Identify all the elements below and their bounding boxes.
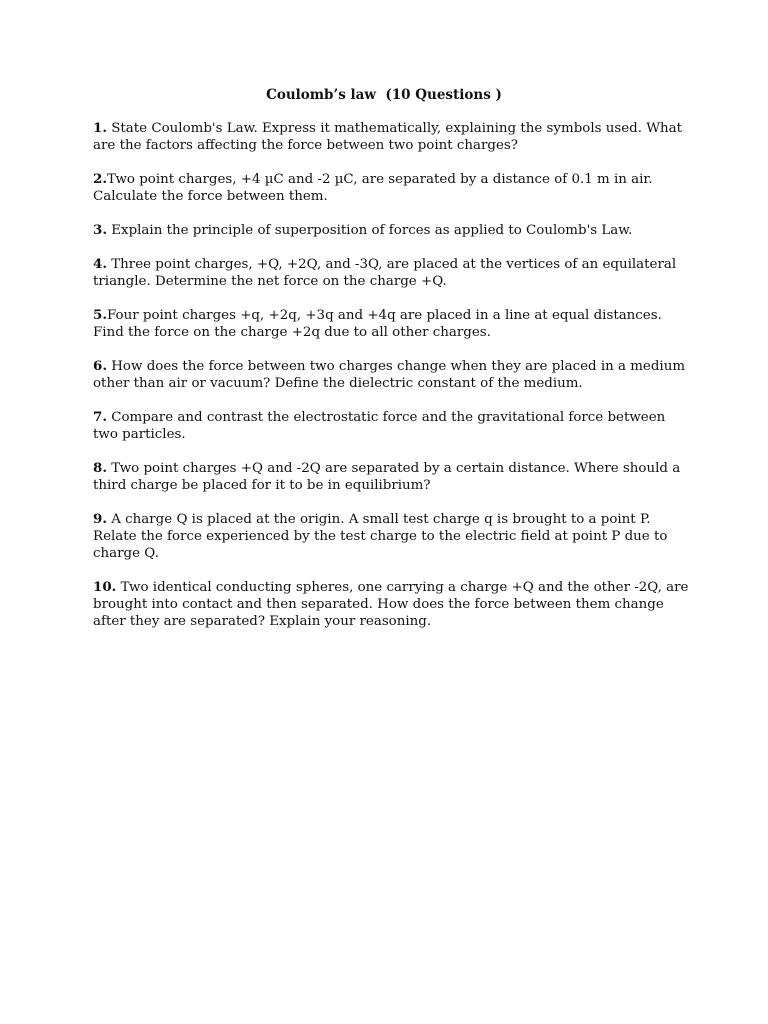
document-page xyxy=(93,87,693,647)
question-3 xyxy=(93,222,693,239)
question-text: Explain the principle of superposition of forces as applied to Coulomb's Law. xyxy=(111,223,633,238)
question-text: Four point charges +q, +2q, +3q and +4q are placed in a line at equal distances. Find the force on the charge +2q due to all other charges. xyxy=(93,308,662,340)
question-number: 10. xyxy=(93,579,117,595)
question-8 xyxy=(93,460,693,494)
question-6 xyxy=(93,358,693,392)
question-text: Two point charges, +4 µC and -2 µC, are separated by a distance of 0.1 m in air. Calculate the force between them. xyxy=(93,172,653,204)
question-text: Compare and contrast the electrostatic force and the gravitational force between two particles. xyxy=(93,410,666,442)
question-number: 3. xyxy=(93,222,107,238)
question-text: Two identical conducting spheres, one carrying a charge +Q and the other -2Q, are brought into contact and then separated. How does the force between them change after they are separated? Explain your reasoning. xyxy=(93,580,689,629)
question-number: 4. xyxy=(93,256,107,272)
question-number: 6. xyxy=(93,358,107,374)
question-1 xyxy=(93,120,693,154)
question-number: 1. xyxy=(93,120,107,136)
document-title: Coulomb’s law (10 Questions ) xyxy=(266,87,502,103)
question-number: 5. xyxy=(93,307,107,323)
question-5 xyxy=(93,307,693,341)
question-number: 9. xyxy=(93,511,107,527)
question-text: State Coulomb's Law. Express it mathematically, explaining the symbols used. What are the factors affecting the force between two point charges? xyxy=(93,121,682,153)
question-text: Three point charges, +Q, +2Q, and -3Q, are placed at the vertices of an equilateral triangle. Determine the net force on the charge +Q. xyxy=(93,257,677,289)
question-7 xyxy=(93,409,693,443)
question-2 xyxy=(93,171,693,205)
question-text: How does the force between two charges change when they are placed in a medium other than air or vacuum? Define the dielectric constant of the medium. xyxy=(93,359,686,391)
question-text: Two point charges +Q and -2Q are separated by a certain distance. Where should a third charge be placed for it to be in equilibrium? xyxy=(93,461,681,493)
question-number: 2. xyxy=(93,171,107,187)
question-number: 8. xyxy=(93,460,107,476)
question-4 xyxy=(93,256,693,290)
question-9 xyxy=(93,511,693,562)
question-10 xyxy=(93,579,693,630)
question-text: A charge Q is placed at the origin. A small test charge q is brought to a point P. Relate the force experienced by the test charge to the electric field at point P due to charge Q. xyxy=(93,512,668,561)
question-number: 7. xyxy=(93,409,107,425)
